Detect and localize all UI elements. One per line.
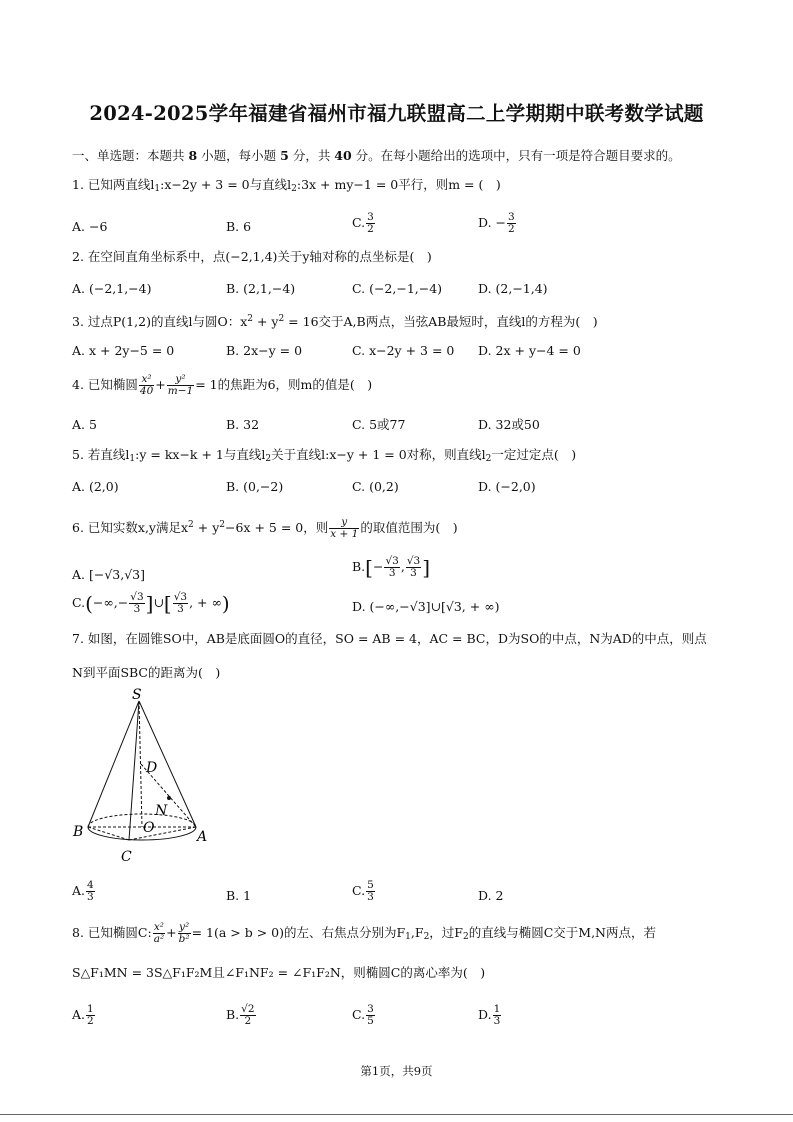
question-2: 2. 在空间直角坐标系中，点(−2,1,4)关于y轴对称的点坐标是( ): [72, 249, 432, 264]
q6-option-c[interactable]: C.(−∞,− $\frac{√3}{3}$ ]∪[ $\frac{√3}{3}$ , + ∞): [72, 591, 230, 616]
cone-base-back: [88, 814, 196, 827]
question-7-line-2: N到平面SBC的距离为( ): [72, 665, 221, 680]
question-7-line-1: 7. 如图，在圆锥SO中，AB是底面圆O的直径，SO = AB = 4，AC = BC，D为SO的中点，N为AD的中点，则点: [72, 631, 707, 646]
point-N: [167, 796, 171, 800]
q2-option-b[interactable]: B. (2,1,−4): [226, 281, 296, 296]
label-A: A: [197, 829, 208, 845]
label-D: D: [146, 760, 158, 776]
q3-option-c[interactable]: C. x−2y + 3 = 0: [352, 343, 455, 358]
q2-option-d[interactable]: D. (2,−1,4): [478, 281, 548, 296]
question-3: 3. 过点P(1,2)的直线l与圆O：$x^2 + y^2 = 16$交于A,B两点，当弦AB最短时，直线l的方程为( ): [72, 314, 598, 329]
question-8-line-2: S△F₁MN = 3S△F₁F₂M且∠F₁NF₂ = ∠F₁F₂N，则椭圆C的离心率为( ): [72, 965, 486, 980]
label-S: S: [132, 687, 142, 703]
question-4: 4. 已知椭圆 $\frac{\text{x²}}{40}$ + $\frac{\text{y²}}{m-1}$ = 1的焦距为6，则m的值是( ): [72, 373, 373, 397]
q1-option-d[interactable]: D. − $\frac{3}{2}$: [478, 211, 515, 235]
segment-CA: [129, 827, 196, 840]
q1-option-c[interactable]: C. $\frac{3}{2}$: [352, 211, 374, 235]
q3-option-b[interactable]: B. 2x−y = 0: [226, 343, 303, 358]
label-N: N: [155, 803, 168, 819]
q7-option-b[interactable]: B. 1: [226, 888, 252, 903]
q3-option-d[interactable]: D. 2x + y−4 = 0: [478, 343, 581, 358]
q5-option-b[interactable]: B. (0,−2): [226, 479, 284, 494]
question-8-line-1: 8. 已知椭圆C: $\frac{\text{x²}}{\text{a²}}$ + $\frac{\text{y²}}{\text{b²}}$ = 1(a > b > 0)的左、右焦点分别为$F_1,F_2$，过$F_2$的直线与椭圆C交于M,N两点，若: [72, 921, 656, 945]
q8-option-b[interactable]: B. $\frac{√2}{2}$: [226, 1003, 255, 1027]
q7-option-a[interactable]: A. $\frac{4}{3}$: [72, 879, 94, 903]
q5-option-a[interactable]: A. (2,0): [72, 479, 119, 494]
q7-option-c[interactable]: C. $\frac{5}{3}$: [352, 879, 374, 903]
question-5: 5. 若直线$l_1:y = kx-k + 1$与直线$l_2$关于直线l:x−y + 1 = 0对称，则直线$l_2$一定过定点( ): [72, 447, 577, 464]
q4-option-c[interactable]: C. 5或77: [352, 417, 406, 432]
q6-option-b[interactable]: B.[− $\frac{√3}{3}$ , $\frac{√3}{3}$ ]: [352, 555, 431, 580]
q6-option-d[interactable]: D. (−∞,−√3]∪[√3, + ∞): [352, 599, 500, 614]
q4-option-b[interactable]: B. 32: [226, 417, 260, 432]
q1-option-a[interactable]: A. −6: [72, 219, 108, 234]
q8-option-a[interactable]: A. $\frac{1}{2}$: [72, 1003, 94, 1027]
q8-option-c[interactable]: C. $\frac{3}{5}$: [352, 1003, 374, 1027]
q1-option-b[interactable]: B. 6: [226, 219, 252, 234]
q3-option-a[interactable]: A. x + 2y−5 = 0: [72, 343, 175, 358]
q4-option-d[interactable]: D. 32或50: [478, 417, 540, 432]
page-footer: 第1页，共9页: [360, 1064, 433, 1078]
q5-option-c[interactable]: C. (0,2): [352, 479, 399, 494]
label-B: B: [73, 824, 84, 840]
question-6: 6. 已知实数x,y满足$x^2 + y^2-6x + 5 = 0$，则 $\frac{y}{x + 1}$ 的取值范围为( ): [72, 516, 458, 540]
q5-option-d[interactable]: D. (−2,0): [478, 479, 536, 494]
bottom-divider: [0, 1114, 793, 1115]
q2-option-c[interactable]: C. (−2,−1,−4): [352, 281, 443, 296]
q4-option-a[interactable]: A. 5: [72, 417, 97, 432]
q7-option-d[interactable]: D. 2: [478, 888, 504, 903]
label-O: O: [143, 820, 155, 836]
label-C: C: [121, 849, 132, 865]
q6-option-a[interactable]: A. [−√3,√3]: [72, 567, 146, 582]
q2-option-a[interactable]: A. (−2,1,−4): [72, 281, 152, 296]
question-1: 1. 已知两直线$l_1:x-2y + 3 = 0$与直线$l_2:3x + my-1 = 0$平行，则m = ( ): [72, 177, 501, 194]
cone-base-front: [88, 827, 196, 840]
section-heading: 一、单选题：本题共 8 小题，每小题 5 分，共 40 分。在每小题给出的选项中，只有一项是符合题目要求的。: [72, 148, 681, 163]
q8-option-d[interactable]: D. $\frac{1}{3}$: [478, 1003, 501, 1027]
cone-figure: [66, 686, 226, 868]
page-title: 2024-2025学年福建省福州市福九联盟高二上学期期中联考数学试题: [89, 102, 704, 125]
